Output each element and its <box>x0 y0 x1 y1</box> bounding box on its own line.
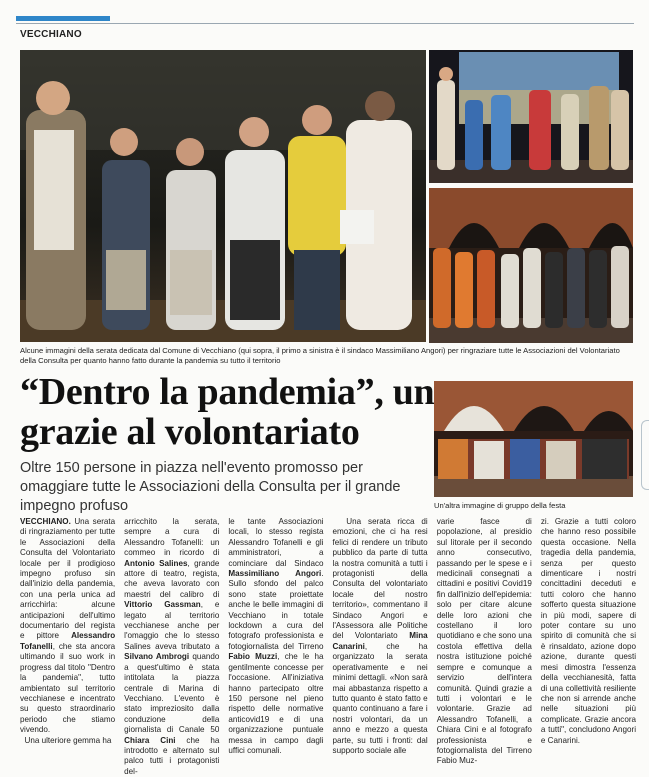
arches-photo <box>429 188 633 343</box>
subheadline: Oltre 150 persone in piazza nell'evento promosso per omaggiare tutte le Associazioni della Consulta per il grande impegno profuso <box>20 460 401 514</box>
page-edge-bracket <box>641 420 649 490</box>
stage-photo <box>429 50 633 183</box>
article-column-3: le tante Associazioni locali, lo stesso regista Alessandro Tofanelli e gli amministratori, a cominciare dal Sindaco Massimiliano Angori. Sullo sfondo del palco sono state proiettate anche le belle immagini di Vecchiano in totale lockdown a cura del fotografo professionista e fotogiornalista del Tirreno Fabio Muzzi, che le ha gentilmente concesse per l'occasione. All'iniziativa hanno partecipato oltre 150 persone nel pieno rispetto delle normative anticovid19 e di una organizzazione puntuale messa in campo dagli uffici comunali. <box>228 517 324 755</box>
main-photo-caption: Alcune immagini della serata dedicata dal Comune di Vecchiano (qui sopra, il primo a sinistra è il sindaco Massimiliano Angori) per ringraziare tutte le Associazioni del Volontariato della Consulta per quanto hanno fatto durante la pandemia su tutto il territorio <box>20 346 620 365</box>
section-accent-bar <box>16 16 110 21</box>
article-body <box>20 517 637 776</box>
article-column-6: zi. Grazie a tutti coloro che hanno reso possibile questa occasione. Nella tragedia della pandemia, senza per questo dimenticare i nostri concittadini deceduti e tutti coloro che hanno sofferto questa situazione in più modi, sapere di poter contare su uno spirito di comunità che si è rinsaldato, azione dopo azione, durante questi mesi dimostra l'essenza della vecchianesità, fatta di una collettività resiliente che non si arrende anche nelle situazioni più complicate. Grazie ancora a tutti", concludono Angori e Canarini. <box>540 517 637 745</box>
main-photo <box>20 50 426 342</box>
section-divider <box>16 23 634 24</box>
article-column-1: VECCHIANO. Una serata di ringraziamento per tutte le Associazioni della Consulta del Volontariato locale per il prodigioso impegno profuso sin dall'inizio della pandemia, con una perla unica ad arricchirla: alcune anticipazioni dell'ultimo documentario del regista e pittore Alessandro Tofanelli, che sta ancora ultimando il suo work in progress dal titolo "Dentro la pandemia", tutto ambientato sul territorio vecchianese e incentrato su questo straordinario periodo che stiamo vivendo. Una ulteriore gemma ha <box>20 517 116 745</box>
article-column-4: Una serata ricca di emozioni, che ci ha resi felici di rendere un tributo pubblico da parte di tutta la nostra comunità a tutti i protagonisti della Consulta del volontariato locale del nostro territorio», commentano il Sindaco Angori e l'Assessora alle Politiche del Volontariato Mina Canarini, che ha organizzato la serata operativamente e nei minimi dettagli. «Non sarà mai abbastanza rispetto a tutto quanto è stato fatto e quanto continuano a fare i nostri volontari, da un anno e mezzo a questa parte, su tutti i fronti: dal supporto sociale alle <box>332 517 428 755</box>
article-column-5: varie fasce di popolazione, al presidio sul litorale per il secondo anno consecutivo, passando per le spese e i medicinali consegnati a cittadini e positivi Covid19 fin dall'inizio dell'epidemia: solo per citare alcune delle loro azioni che costellano il loro quotidiano e che sono una costola effettiva della nostra istituzione poiché sempre e comunque a servizio dell'intera comunità. Quindi grazie a tutti i volontari e le volontarie. Grazie ad Alessandro Tofanelli, a Chiara Cini e al fotografo professionista e fotogiornalista del Tirreno Fabio Muz- <box>436 517 532 766</box>
group-photo <box>434 381 633 497</box>
section-label: VECCHIANO <box>20 29 82 40</box>
group-photo-caption: Un'altra immagine di gruppo della festa <box>434 501 566 510</box>
article-column-2: arricchito la serata, sempre a cura di Alessandro Tofanelli: un commeo in ricordo di Antonio Salines, grande attore di teatro, regista, che aveva lavorato con maestri del calibro di Vittorio Gassman, e legato al territorio vecchianese anche per l'omaggio che lo stesso Salines aveva tributato a Silvano Ambrogi quando a quest'ultimo è stata intitolata la piazza centrale di Marina di Vecchiano. L'evento è stato impreziosito dalla conduzione della giornalista di Canale 50 Chiara Cini che ha introdotto e alternato sul palco tutti i protagonisti del- <box>124 517 220 776</box>
headline: “Dentro la pandemia”, un grazie al volontariato <box>20 371 435 453</box>
